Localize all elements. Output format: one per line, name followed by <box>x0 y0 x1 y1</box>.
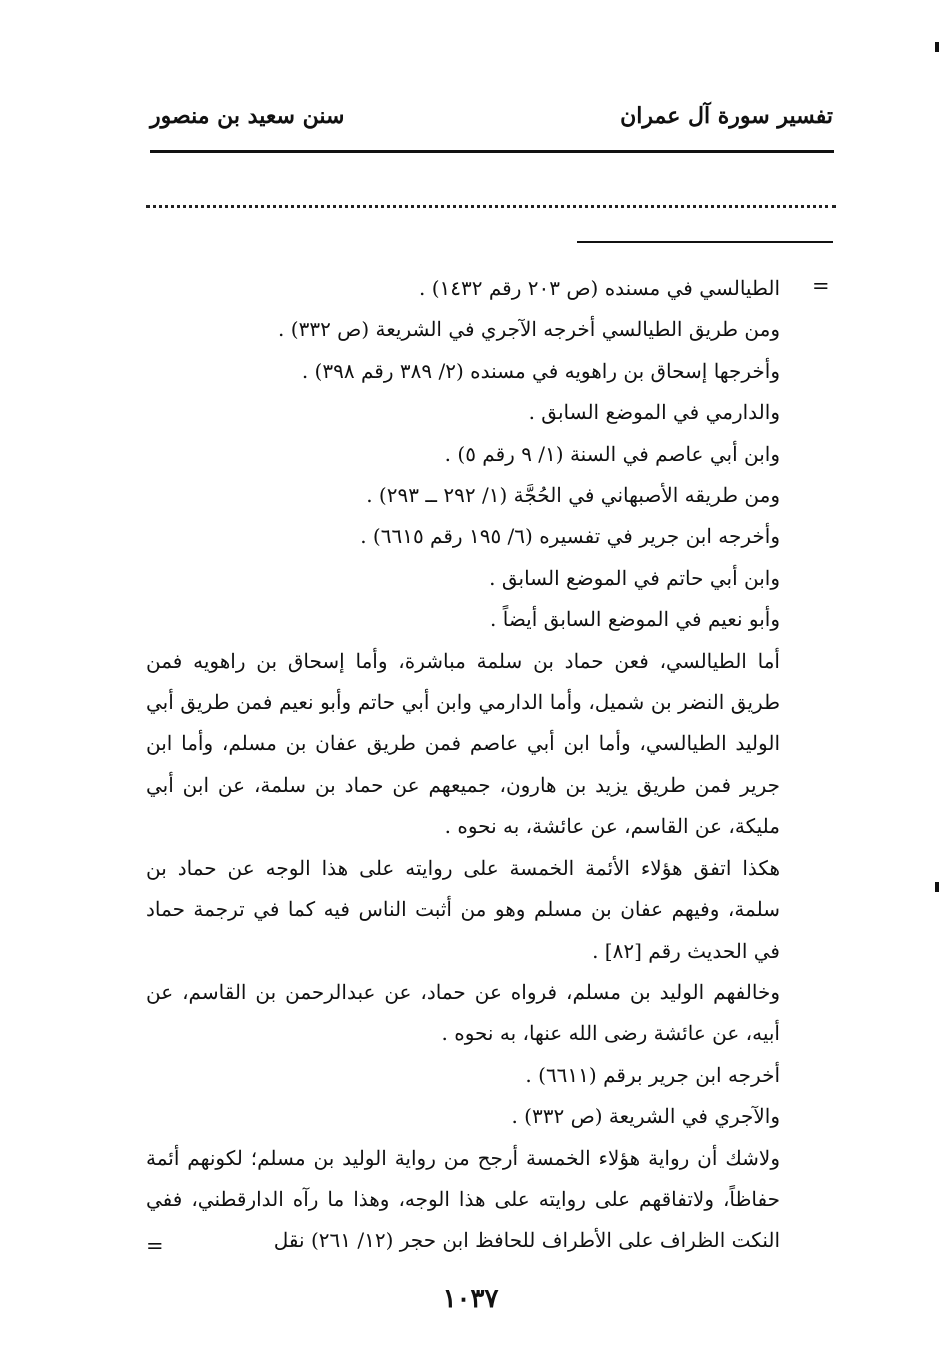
footnote-separator-rule <box>577 241 833 243</box>
dotted-separator <box>146 205 836 208</box>
scan-edge-mark <box>935 42 939 52</box>
footnote-paragraph: ولاشك أن رواية هؤلاء الخمسة أرجح من رواية الوليد بن مسلم؛ لكونهم أئمة حفاظاً، ولاتفاقهم على روايته على هذا الوجه، وهذا ما رآه الدارقطني، ففي النكت الظراف على الأطراف للحافظ ابن حجر (١٢/ ٢٦١) نقل <box>146 1145 780 1253</box>
footnote-line: وأبو نعيم في الموضع السابق أيضاً . <box>490 607 780 632</box>
footnote-line: ومن طريق الطيالسي أخرجه الآجري في الشريعة (ص ٣٣٢) . <box>278 317 780 342</box>
footnote-line: والآجري في الشريعة (ص ٣٣٢) . <box>511 1104 780 1129</box>
footnote-paragraph: وخالفهم الوليد بن مسلم، فرواه عن حماد، عن عبدالرحمن بن القاسم، عن أبيه، عن عائشة رضى الله عنها، به نحوه . <box>146 979 780 1046</box>
footnote-paragraph: أما الطيالسي، فعن حماد بن سلمة مباشرة، وأما إسحاق بن راهويه فمن طريق النضر بن شميل، وأما الدارمي وابن أبي حاتم وأبو نعيم فمن طريق أبي الوليد الطيالسي، وأما ابن أبي عاصم فمن طريق عفان بن مسلم، وأما ابن جرير فمن طريق يزيد بن هارون، جميعهم عن حماد بن سلمة، عن ابن أبي مليكة، عن القاسم، عن عائشة، به نحوه . <box>146 648 780 839</box>
footnote-line: الطيالسي في مسنده (ص ٢٠٣ رقم ١٤٣٢) . <box>419 276 780 300</box>
footnote-line: والدارمي في الموضع السابق . <box>528 400 780 425</box>
running-header-surah-title: تفسير سورة آل عمران <box>620 103 833 129</box>
footnote-paragraph: هكذا اتفق هؤلاء الأئمة الخمسة على روايته على هذا الوجه عن حماد بن سلمة، وفيهم عفان بن مسلم وهو من أثبت الناس فيه كما في ترجمة حماد في الحديث رقم [٨٢] . <box>146 855 780 963</box>
scan-edge-mark <box>935 882 939 892</box>
continuation-mark-top: = <box>812 274 830 298</box>
running-header-book-title: سنن سعيد بن منصور <box>150 103 345 129</box>
header-rule <box>150 150 834 153</box>
footnote-line: وأخرجها إسحاق بن راهويه في مسنده (٢/ ٣٨٩ رقم ٣٩٨) . <box>301 358 780 383</box>
continuation-mark-bottom: = <box>146 1234 164 1258</box>
footnote-line: وابن أبي عاصم في السنة (١/ ٩ رقم ٥) . <box>444 441 780 466</box>
footnote-line: وابن أبي حاتم في الموضع السابق . <box>489 565 780 590</box>
footnote-line: أخرجه ابن جرير برقم (٦٦١١) . <box>525 1062 780 1087</box>
page-number: ١٠٣٧ <box>442 1284 499 1314</box>
footnote-line: وأخرجه ابن جرير في تفسيره (٦/ ١٩٥ رقم ٦٦١٥) . <box>360 524 780 549</box>
footnote-line: ومن طريقه الأصبهاني في الحُجَّة (١/ ٢٩٢ ــ ٢٩٣) . <box>366 483 780 508</box>
footnote-body <box>146 268 780 1262</box>
